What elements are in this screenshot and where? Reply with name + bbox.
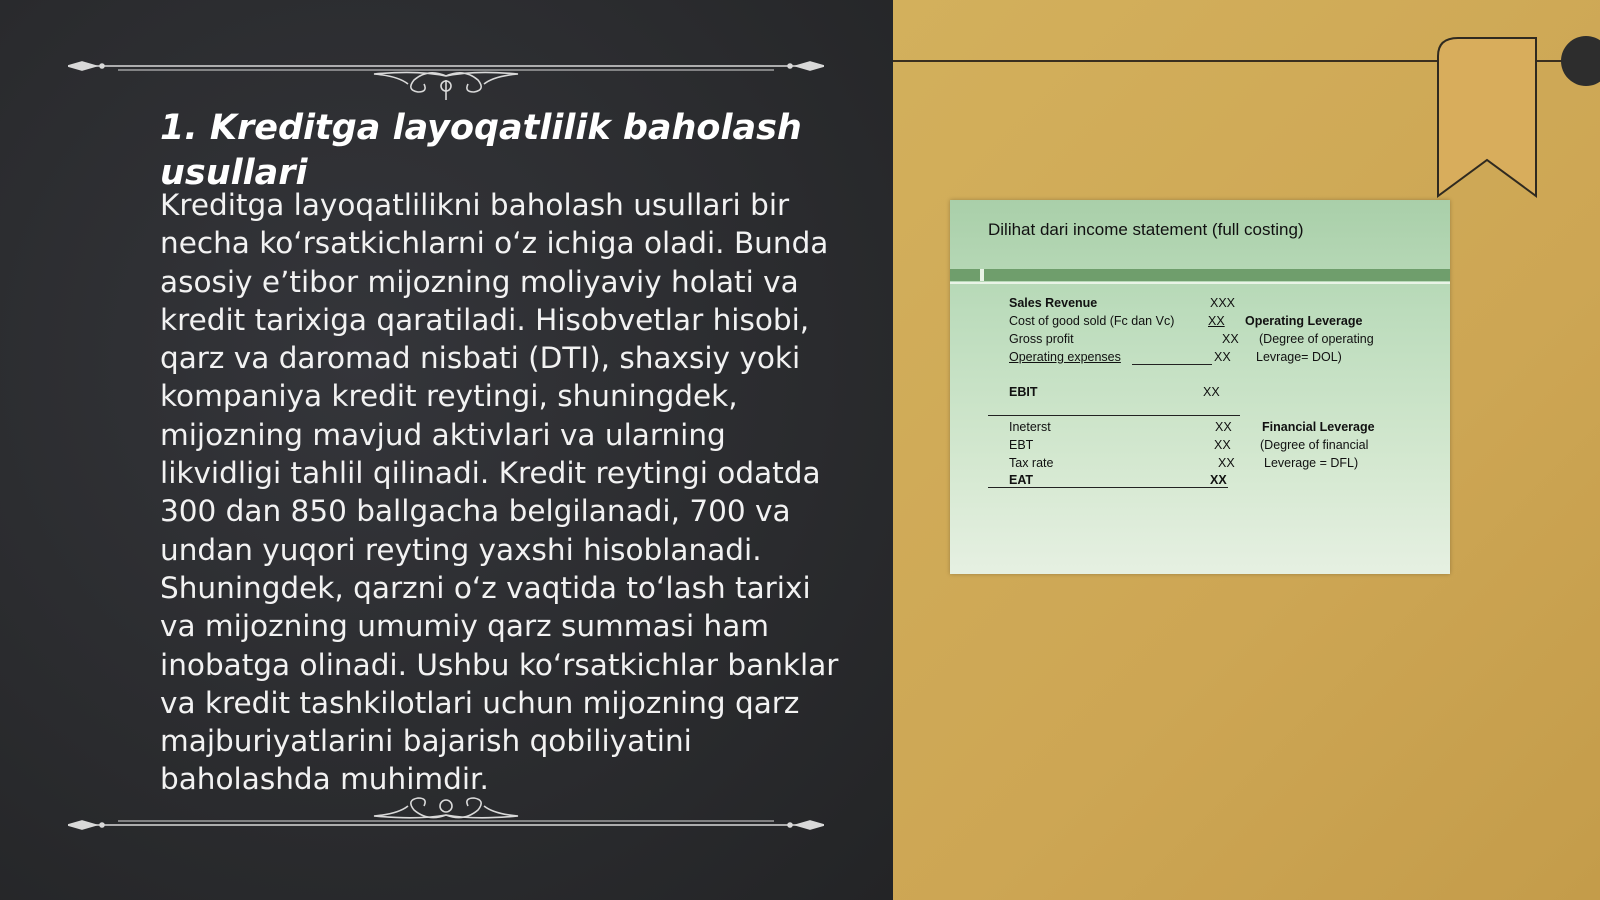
operating-expenses-label: Operating expenses xyxy=(1009,350,1121,364)
slide-body-text: Kreditga layoqatlilikni baholash usullari bir necha koʻrsatkichlarni oʻz ichiga oladi. Bunda asosiy eʼtibor mijozning moliyaviy holati va kredit tarixiga qaratiladi. Hisobvetlar hisobi, qarz va daromad nisbati (DTI), shaxsiy yoki kompaniya kredit reytingi, shuningdek, mijozning mavjud aktivlari va ularning likvidligi tahlil qilinadi. Kredit reytingi odatda 300 dan 850 ballgacha belgilanadi, 700 va undan yuqori reyting yaxshi hisoblanadi. Shuningdek, qarzni oʻz vaqtida toʻlash tarixi va mijozning umumiy qarz summasi ham inobatga olinadi. Ushbu koʻrsatkichlar banklar va kredit tashkilotlari uchun mijozning qarz majburiyatlarini bajarish qobiliyatini baholashda muhimdir. xyxy=(160,188,839,797)
figure-title: Dilihat dari income statement (full costing) xyxy=(988,220,1304,239)
gross-profit-value: XX xyxy=(1222,332,1239,346)
ebt-label: EBT xyxy=(1009,438,1034,452)
operating-leverage-line1: (Degree of operating xyxy=(1259,332,1374,346)
sales-revenue-label: Sales Revenue xyxy=(1009,296,1098,310)
income-statement-figure xyxy=(950,200,1450,574)
ebit-separator-line xyxy=(988,415,1240,416)
bookmark-ribbon-icon xyxy=(1436,36,1538,198)
operating-leverage-heading: Operating Leverage xyxy=(1245,314,1363,328)
eat-label: EAT xyxy=(1009,473,1034,487)
gross-profit-label: Gross profit xyxy=(1009,332,1074,346)
operating-expenses-underline xyxy=(1132,364,1212,365)
financial-leverage-heading: Financial Leverage xyxy=(1262,420,1375,434)
bottom-flourish-ornament xyxy=(68,770,824,830)
operating-expenses-value: XX xyxy=(1214,350,1231,364)
interest-value: XX xyxy=(1215,420,1232,434)
eat-value: XX xyxy=(1210,473,1227,487)
figure-header-bar-gap xyxy=(980,269,984,281)
ebit-value: XX xyxy=(1203,385,1220,399)
sales-revenue-value: XXX xyxy=(1210,296,1236,310)
cogs-label: Cost of good sold (Fc dan Vc) xyxy=(1009,314,1175,328)
top-flourish-ornament xyxy=(68,40,824,100)
cogs-value: XX xyxy=(1208,314,1225,328)
operating-leverage-line2: Levrage= DOL) xyxy=(1256,350,1342,364)
tax-rate-value: XX xyxy=(1218,456,1235,470)
figure-header-underline xyxy=(950,282,1450,284)
financial-leverage-line2: Leverage = DFL) xyxy=(1264,456,1359,470)
figure-header-bar xyxy=(950,269,1450,281)
eat-underline xyxy=(988,487,1228,488)
ebit-label: EBIT xyxy=(1009,385,1038,399)
ebt-value: XX xyxy=(1214,438,1231,452)
tax-rate-label: Tax rate xyxy=(1009,456,1054,470)
financial-leverage-line1: (Degree of financial xyxy=(1260,438,1369,452)
interest-label: Ineterst xyxy=(1009,420,1051,434)
slide-title: 1. Kreditga layoqatlilik baholash usullari xyxy=(160,108,802,193)
